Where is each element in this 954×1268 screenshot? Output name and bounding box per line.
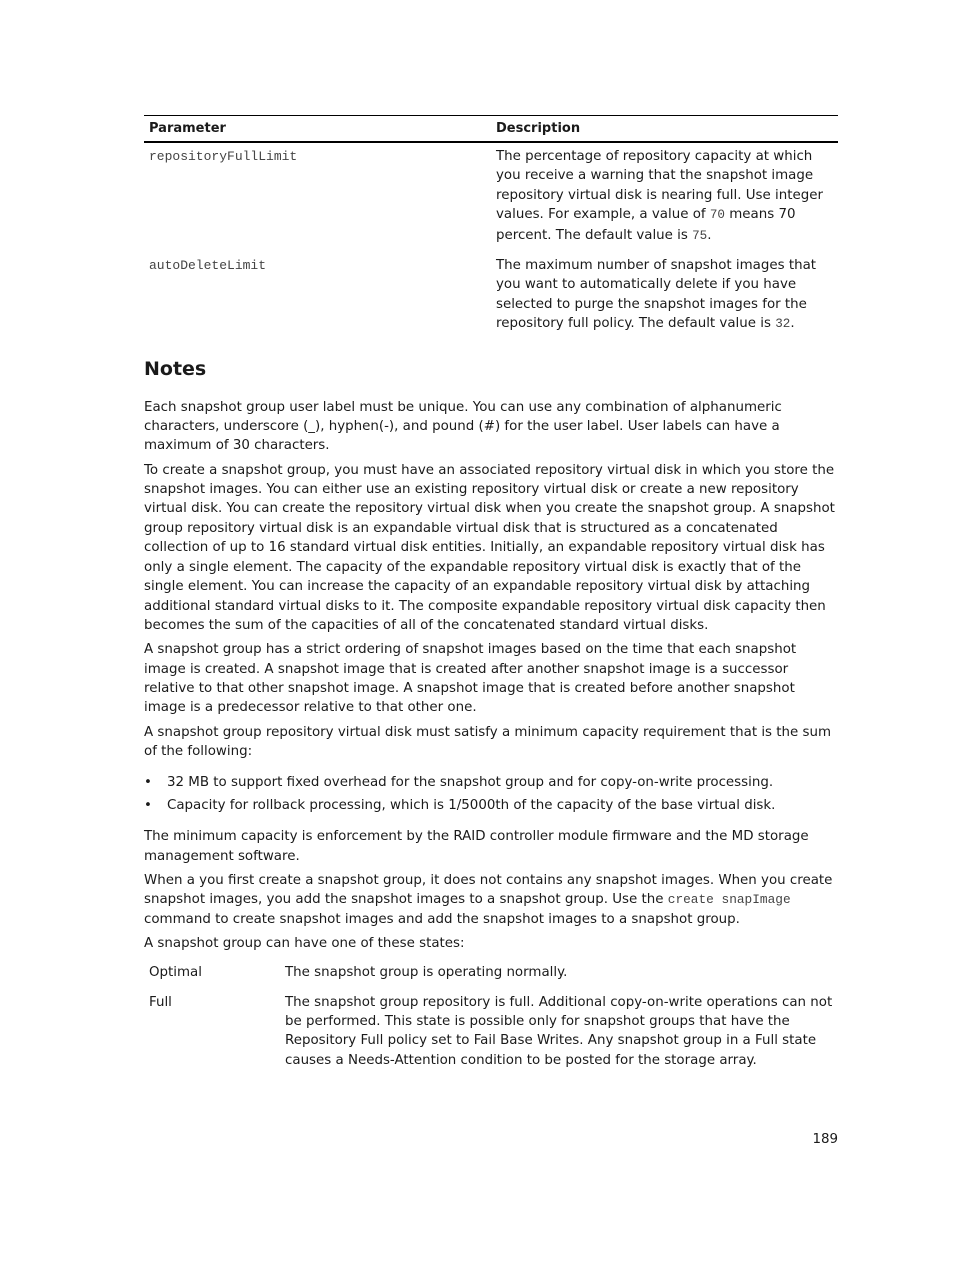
header-parameter: Parameter <box>144 116 491 143</box>
state-name: Optimal <box>149 965 202 981</box>
notes-paragraph: When a you first create a snapshot group, it does not contains any snapshot images. When you create snapshot images, you add the snapshot images to a snapshot group. Use the create snapImage command to create snapshot images and add the snapshot images to a snapshot group. <box>144 872 833 927</box>
table-row <box>144 256 838 345</box>
notes-paragraph: The minimum capacity is enforcement by the RAID controller module firmware and the MD storage management software. <box>144 829 809 864</box>
state-description: The snapshot group is operating normally. <box>285 965 568 981</box>
page-content <box>144 115 838 1080</box>
state-description: The snapshot group repository is full. Additional copy-on-write operations can not be performed. This state is possible only for snapshot groups that have the Repository Full policy set to Fail Base Writes. Any snapshot group in a Full state causes a Needs-Attention condition to be posted for the storage array. <box>285 994 833 1068</box>
param-description: The maximum number of snapshot images that you want to automatically delete if you have selected to purge the snapshot images for the repository full policy. The default value is 32. <box>496 258 817 332</box>
list-item: • Capacity for rollback processing, which is 1/5000th of the capacity of the base virtual disk. <box>144 796 838 815</box>
bullet-list <box>144 773 838 815</box>
notes-paragraph: A snapshot group has a strict ordering of snapshot images based on the time that each snapshot image is created. A snapshot image that is created after another snapshot image is a successor relative to that other snapshot image. A snapshot image that is created before another snapshot image is a predecessor relative to that other one. <box>144 642 797 716</box>
notes-paragraph: A snapshot group repository virtual disk must satisfy a minimum capacity requirement that is the sum of the following: <box>144 724 832 759</box>
table-row <box>144 993 838 1081</box>
header-description: Description <box>491 116 838 143</box>
parameter-table-header <box>144 116 838 143</box>
param-name: autoDeleteLimit <box>149 258 267 274</box>
inline-code: 75 <box>692 228 708 243</box>
param-name: repositoryFullLimit <box>149 149 298 164</box>
inline-code: create snapImage <box>667 892 791 908</box>
inline-code: 70 <box>709 208 725 223</box>
states-table <box>144 963 838 1080</box>
table-row <box>144 142 838 256</box>
inline-code: 32 <box>775 317 791 332</box>
notes-paragraph: To create a snapshot group, you must have an associated repository virtual disk in which you store the snapshot images. You can either use an existing repository virtual disk or create a new repository virtual disk. You can create the repository virtual disk when you create the snapshot group. A snapshot group repository virtual disk is an expandable virtual disk that is structured as a concatenated collection of up to 16 standard virtual disk entities. Initially, an expandable repository virtual disk has only a single element. The capacity of the expandable repository virtual disk is exactly that of the single element. You can increase the capacity of an expandable repository virtual disk by attaching additional standard virtual disks to it. The composite expandable repository virtual disk capacity then becomes the sum of the capacities of all of the concatenated standard virtual disks. <box>144 462 835 633</box>
notes-paragraph: Each snapshot group user label must be unique. You can use any combination of alphanumeric characters, underscore (_), hyphen(-), and pound (#) for the user label. User labels can have a maximum of 30 characters. <box>144 399 782 454</box>
notes-paragraph: A snapshot group can have one of these states: <box>144 935 465 951</box>
table-row <box>144 963 838 992</box>
param-description: The percentage of repository capacity at which you receive a warning that the snapshot image repository virtual disk is nearing full. Use integer values. For example, a value of 70 means 70 percent. The default value is 75. <box>496 149 823 243</box>
section-heading-notes: Notes <box>144 357 207 380</box>
parameter-table <box>144 115 838 345</box>
page-number: 189 <box>812 1132 838 1147</box>
state-name: Full <box>149 994 172 1010</box>
list-item: • 32 MB to support fixed overhead for the snapshot group and for copy-on-write processing. <box>144 773 838 792</box>
